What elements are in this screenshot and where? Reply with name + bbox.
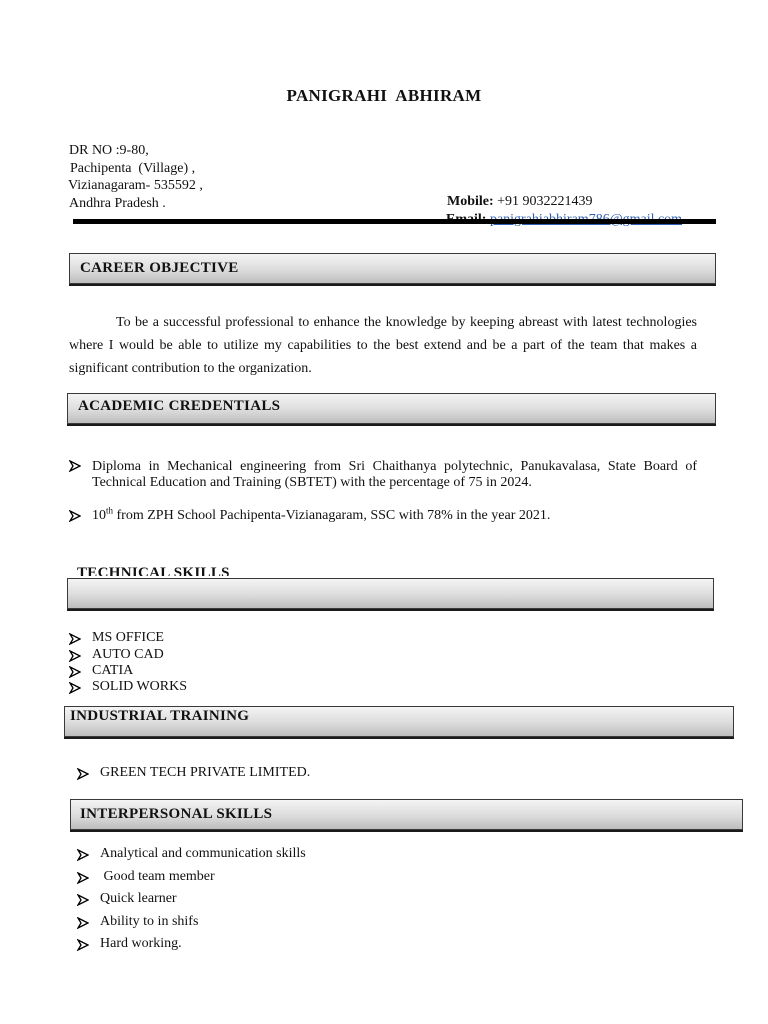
mobile-label: Mobile: xyxy=(447,194,494,209)
training-item: GREEN TECH PRIVATE LIMITED. xyxy=(100,765,311,780)
interpersonal-item: Hard working. xyxy=(100,936,182,951)
header-divider xyxy=(73,219,716,224)
arrowhead-bullet-icon xyxy=(77,768,89,780)
technical-skills-heading: TECHNICAL SKILLS xyxy=(77,565,230,576)
interpersonal-item: Analytical and communication skills xyxy=(100,846,306,861)
mobile-value: +91 9032221439 xyxy=(493,194,593,209)
arrowhead-bullet-icon xyxy=(69,682,81,694)
arrowhead-bullet-icon xyxy=(69,633,81,645)
career-objective-text xyxy=(69,311,697,380)
arrowhead-bullet-icon xyxy=(77,939,89,951)
career-objective-heading: CAREER OBJECTIVE xyxy=(80,260,239,276)
resume-name: PANIGRAHI ABHIRAM xyxy=(286,86,482,105)
tech-skill-item: SOLID WORKS xyxy=(92,679,188,694)
interpersonal-skills-heading: INTERPERSONAL SKILLS xyxy=(80,806,273,822)
academic-item-diploma: Diploma in Mechanical engineering from Sri Chaithanya polytechnic, Panukavalasa, State Board of Technical Education and Training (SBTET) with the percentage of 75 in 2024. xyxy=(92,459,697,490)
arrowhead-bullet-icon xyxy=(69,650,81,662)
technical-skills-bar xyxy=(67,578,714,609)
ssc-superscript: th xyxy=(106,505,114,516)
tech-skill-item: AUTO CAD xyxy=(92,647,164,662)
interpersonal-item: Ability to in shifs xyxy=(100,914,199,929)
career-objective-body: To be a successful professional to enhance the knowledge by keeping abreast with latest technologies where I would be able to utilize my capabilities to the best extend and be a part of the team that makes a significant contribution to the organization. xyxy=(69,315,697,376)
address-line-1: DR NO :9-80, xyxy=(69,143,149,158)
address-line-2: Pachipenta (Village) , xyxy=(70,161,196,176)
arrowhead-bullet-icon xyxy=(77,917,89,929)
tech-skill-item: CATIA xyxy=(92,663,134,678)
tech-skill-item: MS OFFICE xyxy=(92,630,164,645)
arrowhead-bullet-icon xyxy=(69,460,81,472)
industrial-training-heading: INDUSTRIAL TRAINING xyxy=(70,708,250,724)
interpersonal-item: Quick learner xyxy=(100,891,177,906)
arrowhead-bullet-icon xyxy=(69,666,81,678)
arrowhead-bullet-icon xyxy=(77,894,89,906)
academic-credentials-heading: ACADEMIC CREDENTIALS xyxy=(78,398,281,414)
ssc-number: 10 xyxy=(92,508,106,523)
academic-item-ssc xyxy=(92,505,551,524)
address-line-3: Vizianagaram- 535592 , xyxy=(68,178,203,193)
arrowhead-bullet-icon xyxy=(77,872,89,884)
arrowhead-bullet-icon xyxy=(77,849,89,861)
interpersonal-item: Good team member xyxy=(100,869,215,884)
ssc-text: from ZPH School Pachipenta-Vizianagaram, SSC with 78% in the year 2021. xyxy=(113,508,551,523)
address-line-4: Andhra Pradesh . xyxy=(69,196,166,211)
arrowhead-bullet-icon xyxy=(69,510,81,522)
